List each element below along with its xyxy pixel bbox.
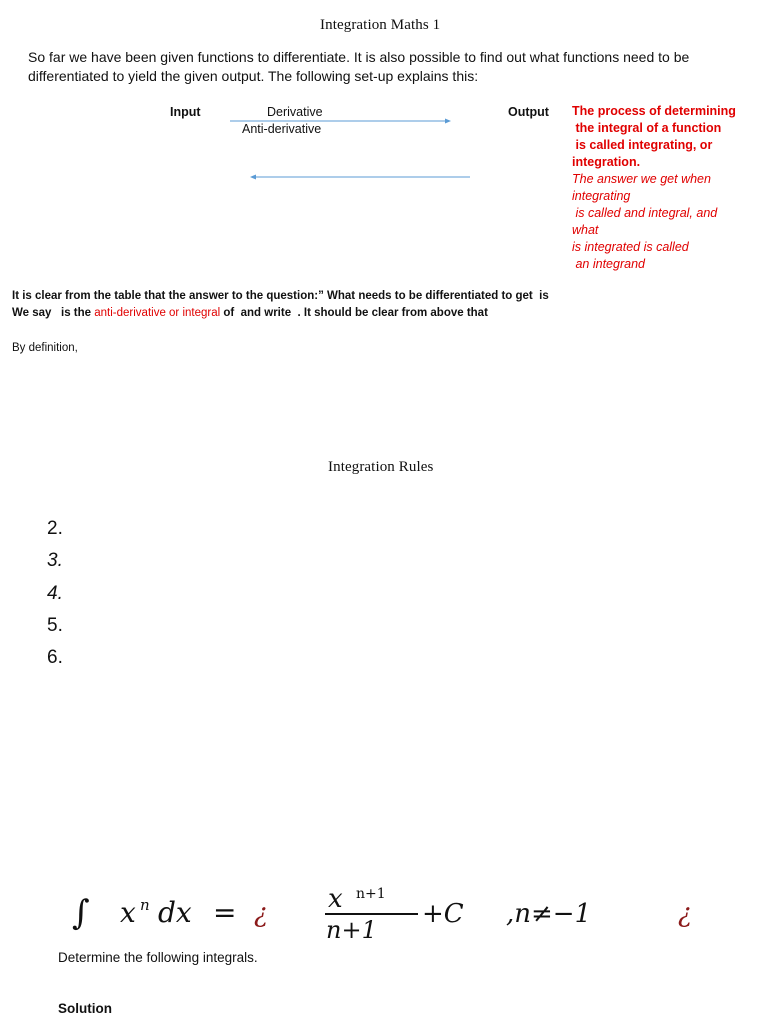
rule-number: 6. (47, 647, 63, 668)
side-note-line: the integral of a function (572, 121, 722, 135)
derivative-label: Derivative (267, 105, 323, 119)
input-label: Input (170, 105, 201, 119)
paragraph-question: It is clear from the table that the answer to the question:” What needs to be differentiated to get is (12, 290, 549, 302)
fraction-denominator: n+1 (326, 916, 377, 942)
anti-derivative-label: Anti-derivative (242, 122, 322, 136)
we-say-prefix: We say is the (12, 307, 95, 319)
rule-number: 5. (47, 615, 63, 636)
rules-heading: Integration Rules (328, 459, 434, 475)
side-note-line: The process of determining (572, 104, 736, 118)
solution-heading: Solution (58, 1001, 112, 1016)
intro-paragraph: So far we have been given functions to differentiate. It is also possible to find out what functions need to be differentiated to yield the given output. The following set-up explains this: (28, 49, 690, 84)
paragraph-we-say (12, 307, 488, 319)
side-note-line: integration. (572, 155, 641, 169)
rule-number: 4. (47, 583, 63, 604)
formula-equals: = (213, 896, 237, 929)
side-note-line: is called and integral, and (572, 206, 718, 220)
anti-derivative-highlight: anti-derivative or integral (94, 307, 221, 319)
diagram-arrows (225, 110, 485, 185)
side-note (572, 103, 736, 273)
rule-number: 2. (47, 518, 63, 539)
forward-arrow (230, 119, 451, 124)
side-note-line: integrating (572, 189, 631, 203)
side-note-line: an integrand (572, 257, 645, 271)
side-note-line: The answer we get when (572, 172, 711, 186)
page-title: Integration Maths 1 (320, 17, 441, 33)
formula-dx: dx (158, 896, 192, 929)
output-label: Output (508, 105, 549, 119)
side-note-line: what (572, 223, 599, 237)
integral-symbol: ∫ (72, 893, 90, 933)
side-note-line: is called integrating, or (572, 138, 713, 152)
side-note-line: is integrated is called (572, 240, 689, 254)
formula-exponent: n (140, 896, 150, 914)
backward-arrow (250, 175, 470, 180)
formula-glyph: ¿ (254, 899, 268, 929)
rule-number: 3. (47, 550, 63, 571)
formula-x: x (120, 896, 136, 929)
determine-integrals: Determine the following integrals. (58, 950, 258, 965)
we-say-suffix: of and write . It should be clear from above that (220, 307, 488, 319)
formula-glyph: ¿ (678, 899, 692, 929)
fraction-exponent: n+1 (356, 886, 386, 902)
formula-condition: ,n≠−1 (506, 899, 592, 929)
power-rule-formula (70, 880, 710, 942)
formula-plus-c: +C (422, 899, 464, 929)
fraction-numerator: x (328, 884, 343, 914)
by-definition: By definition, (12, 342, 78, 354)
